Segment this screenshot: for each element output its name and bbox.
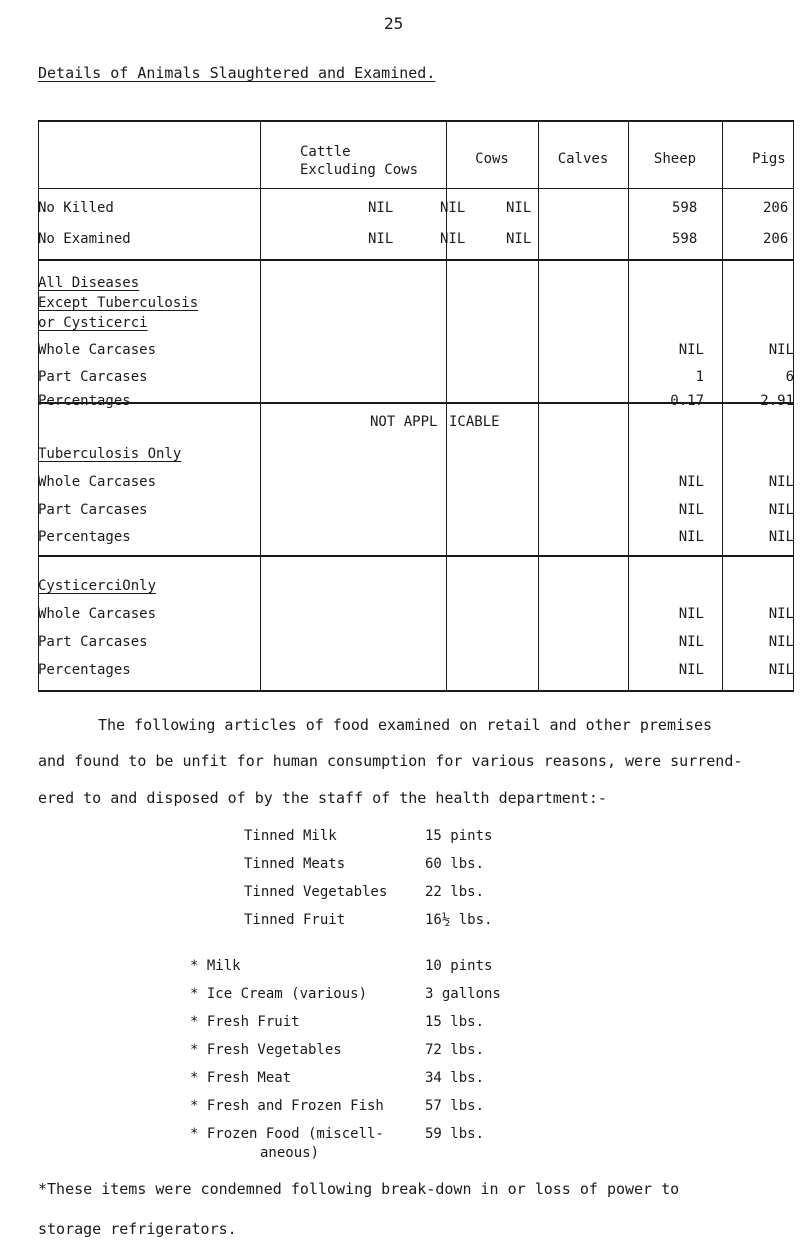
section2-row-pigs: NIL [768,474,794,490]
killed-pigs: 206 [763,200,789,216]
tinned-item-name: Tinned Fruit [244,912,346,928]
tinned-item-qty: 15 pints [425,828,493,844]
section1-row-sheep: 1 [695,369,704,385]
section2-row-pigs: NIL [768,502,794,518]
tinned-item-name: Tinned Vegetables [244,884,388,900]
starred-item-qty: 15 lbs. [425,1014,485,1030]
section2-heading: Tuberculosis Only [38,446,182,462]
paragraph-line2: and found to be unfit for human consumption for various reasons, were surrend- [38,752,743,770]
starred-item-qty: 34 lbs. [425,1070,485,1086]
header-pigs: Pigs [752,151,786,167]
starred-item-name: * Fresh and Frozen Fish [190,1098,384,1114]
section3-row-label: Part Carcases [38,634,148,650]
header-cows: Cows [475,151,509,167]
starred-item-qty: 3 gallons [425,986,501,1002]
row-examined-label: No Examined [38,231,131,247]
section3-row-label: Percentages [38,662,131,678]
killed-calves: NIL [506,200,532,216]
starred-item-name: * Fresh Fruit [190,1014,300,1030]
tinned-item-name: Tinned Milk [244,828,337,844]
section1-heading3: or Cysticerci [38,315,148,331]
paragraph-line3: ered to and disposed of by the staff of the health department:- [38,789,607,807]
section1-row-label: Percentages [38,393,131,409]
not-applicable-right: ICABLE [449,414,500,430]
section2-row-sheep: NIL [678,474,704,490]
footnote-line1: *These items were condemned following break-down in or loss of power to [38,1180,680,1198]
examined-cattle: NIL [368,231,394,247]
section2-row-sheep: NIL [678,502,704,518]
section3-row-pigs: NIL [768,662,794,678]
section1-row-sheep: NIL [678,342,704,358]
starred-item-name: * Milk [190,958,241,974]
header-calves: Calves [557,151,609,167]
starred-item-name: * Fresh Vegetables [190,1042,342,1058]
section3-row-pigs: NIL [768,606,794,622]
starred-item-qty: 72 lbs. [425,1042,485,1058]
examined-pigs: 206 [763,231,789,247]
starred-item-qty: 10 pints [425,958,493,974]
section2-row-sheep: NIL [678,529,704,545]
starred-item-name: * Ice Cream (various) [190,986,368,1002]
section1-row-label: Part Carcases [38,369,148,385]
section1-heading2: Except Tuberculosis [38,295,199,311]
examined-cows: NIL [440,231,466,247]
header-sheep: Sheep [653,151,697,167]
section3-row-pigs: NIL [768,634,794,650]
starred-item-name-cont: aneous) [260,1145,320,1161]
starred-item-name: * Frozen Food (miscell- [190,1126,384,1142]
footnote-line2: storage refrigerators. [38,1220,237,1238]
section1-heading1: All Diseases [38,275,140,291]
examined-sheep: 598 [672,231,698,247]
killed-sheep: 598 [672,200,698,216]
examined-calves: NIL [506,231,532,247]
page-number: 25 [384,14,404,33]
tinned-item-qty: 60 lbs. [425,856,485,872]
section3-row-sheep: NIL [678,662,704,678]
header-cattle-line1: Cattle [300,144,351,160]
section3-row-sheep: NIL [678,634,704,650]
section1-row-sheep: 0.17 [670,393,704,409]
tinned-item-qty: 16½ lbs. [425,912,493,928]
header-cattle-line2: Excluding Cows [300,162,419,178]
section1-row-pigs: 2.91 [760,393,794,409]
page-title: Details of Animals Slaughtered and Examined. [38,64,436,82]
starred-item-qty: 57 lbs. [425,1098,485,1114]
tinned-item-name: Tinned Meats [244,856,346,872]
starred-item-name: * Fresh Meat [190,1070,292,1086]
row-killed-label: No Killed [38,200,114,216]
section3-row-sheep: NIL [678,606,704,622]
section1-row-pigs: NIL [768,342,794,358]
starred-item-qty: 59 lbs. [425,1126,485,1142]
section3-row-label: Whole Carcases [38,606,157,622]
paragraph-line1: The following articles of food examined on retail and other premises [98,716,713,734]
section3-heading: CysticerciOnly [38,578,157,594]
section2-row-pigs: NIL [768,529,794,545]
section1-row-label: Whole Carcases [38,342,157,358]
section2-row-label: Part Carcases [38,502,148,518]
not-applicable-left: NOT APPL [370,414,438,430]
killed-cows: NIL [440,200,466,216]
section1-row-pigs: 6 [785,369,794,385]
section2-row-label: Whole Carcases [38,474,157,490]
tinned-item-qty: 22 lbs. [425,884,485,900]
killed-cattle: NIL [368,200,394,216]
section2-row-label: Percentages [38,529,131,545]
